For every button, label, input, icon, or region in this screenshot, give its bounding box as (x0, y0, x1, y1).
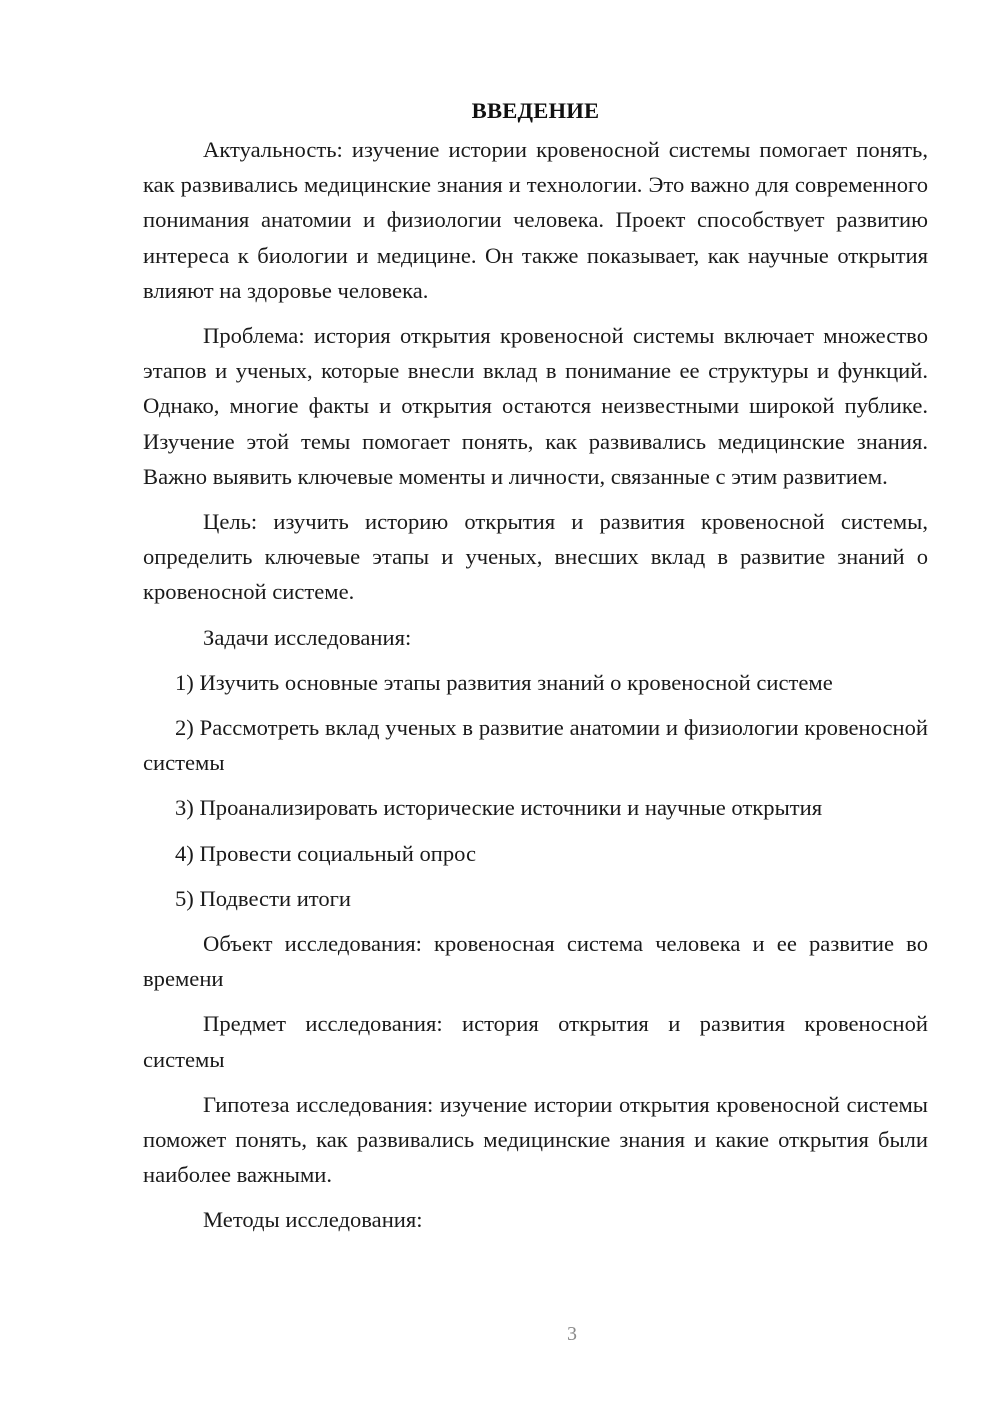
paragraph-hypothesis: Гипотеза исследования: изучение истории открытия кровеносной системы поможет понять, как развивались медицинские знания и какие открытия были наиболее важными. (143, 1091, 928, 1188)
task-item-4: 4) Провести социальный опрос (175, 840, 477, 866)
paragraph-goal: Цель: изучить историю открытия и развития кровеносной системы, определить ключевые этапы и ученых, внесших вклад в развитие знаний о кровеносной системе. (143, 509, 928, 605)
task-item-2: 2) Рассмотреть вклад ученых в развитие анатомии и физиологии кровеносной системы (143, 715, 928, 776)
task-item-1: 1) Изучить основные этапы развития знаний о кровеносной системе (175, 669, 833, 695)
page-number: 3 (567, 1323, 577, 1345)
paragraph-object: Объект исследования: кровеносная система человека и ее развитие во времени (143, 931, 928, 992)
section-title: ВВЕДЕНИЕ (471, 98, 600, 123)
task-item-5: 5) Подвести итоги (175, 885, 352, 911)
paragraph-problem: Проблема: история открытия кровеносной системы включает множество этапов и ученых, которые внесли вклад в понимание ее структуры и функций. Однако, многие факты и открытия остаются неизвестными широкой публике. Изучение этой темы помогает понять, как развивались медицинские знания. Важно выявить ключевые моменты и личности, связанные с этим развитием. (143, 323, 928, 489)
task-item-3: 3) Проанализировать исторические источники и научные открытия (175, 795, 823, 821)
paragraph-subject: Предмет исследования: история открытия и развития кровеносной системы (143, 1011, 928, 1072)
paragraph-relevance: Актуальность: изучение истории кровеносной системы помогает понять, как развивались медицинские знания и технологии. Это важно для современного понимания анатомии и физиологии человека. Проект способствует развитию интереса к биологии и медицине. Он также показывает, как научные открытия влияют на здоровье человека. (143, 137, 928, 303)
paragraph-methods: Методы исследования: (203, 1207, 423, 1233)
document-body (143, 96, 928, 1248)
paragraph-tasks-heading: Задачи исследования: (203, 624, 412, 650)
